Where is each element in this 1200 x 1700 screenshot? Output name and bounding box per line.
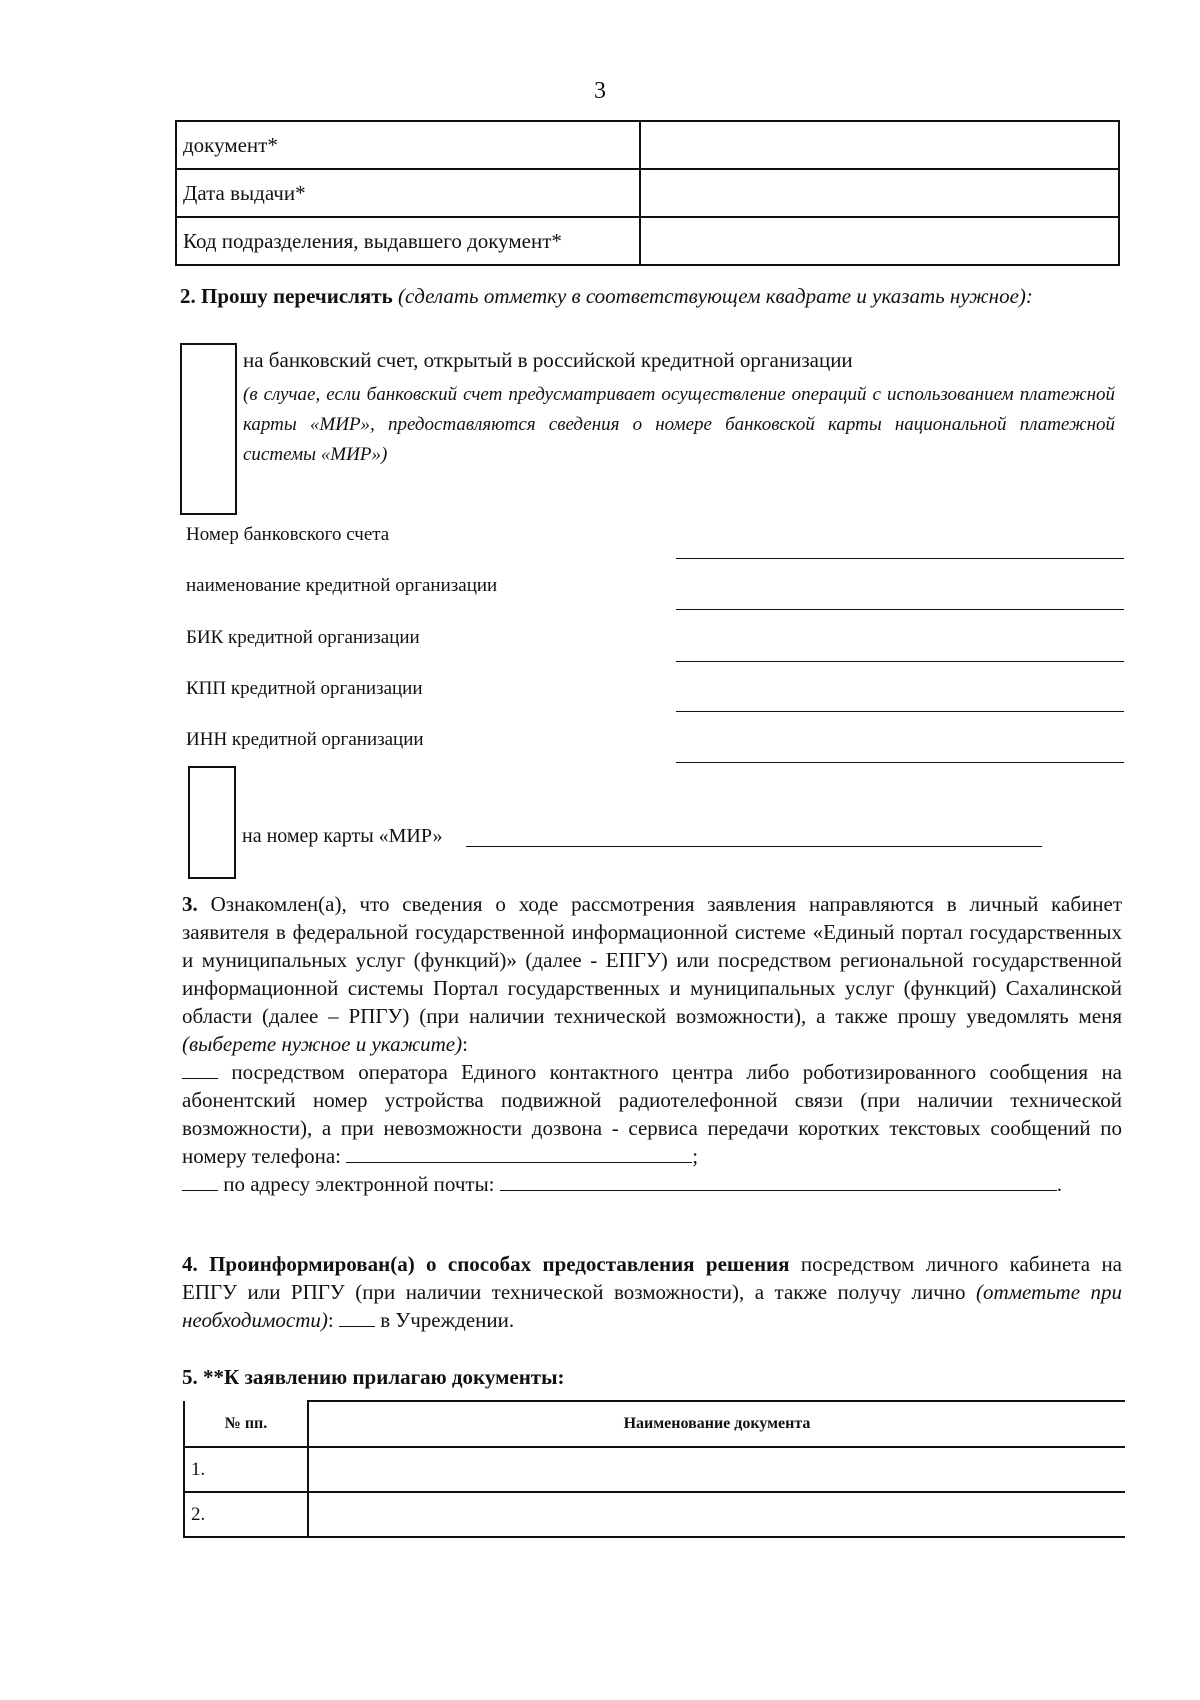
bank-account-note: (в случае, если банковский счет предусматривает осуществление операций с использованием платежной карты «МИР», предоставляются сведения о номере банковской карты национальной платежной системы «МИР»)	[243, 384, 1115, 465]
semicolon: ;	[692, 1144, 699, 1168]
bank-account-option-label: на банковский счет, открытый в российской кредитной организации	[243, 348, 853, 372]
bank-account-checkbox[interactable]	[180, 343, 237, 515]
field-label: Дата выдачи*	[176, 169, 640, 217]
bank-account-number-line[interactable]	[676, 558, 1124, 559]
email-option-text: по адресу электронной почты:	[223, 1172, 495, 1196]
table-header-row	[184, 1401, 1125, 1447]
bik-line[interactable]	[676, 661, 1124, 662]
row-number: 2.	[184, 1492, 308, 1537]
field-label: документ*	[176, 121, 640, 169]
column-header: Наименование документа	[308, 1401, 1125, 1447]
table-row	[176, 121, 1119, 169]
section-4	[182, 1250, 1122, 1334]
table-row	[176, 217, 1119, 265]
colon: :	[327, 1308, 334, 1332]
row-number: 1.	[184, 1447, 308, 1492]
kpp-line[interactable]	[676, 711, 1124, 712]
email-option-mark[interactable]	[182, 1172, 218, 1191]
table-row	[176, 169, 1119, 217]
bank-field-label: Номер банковского счета	[186, 524, 390, 545]
section-5-title: 5. **К заявлению прилагаю документы:	[182, 1365, 565, 1389]
section-instruction: (отметьте при необходимости)	[182, 1280, 1122, 1332]
section-tail: в Учреждении.	[380, 1308, 515, 1332]
section-2-heading	[180, 282, 1120, 310]
column-header: № пп.	[184, 1401, 308, 1447]
document-name-cell[interactable]	[308, 1447, 1125, 1492]
section-title: 4. Проинформирован(а) о способах предоставления решения	[182, 1252, 790, 1276]
table-row	[184, 1492, 1125, 1537]
section-title: 2. Прошу перечислять	[180, 284, 393, 308]
identity-document-table	[175, 120, 1120, 266]
division-code-field[interactable]	[640, 217, 1119, 265]
mir-card-option-label: на номер карты «МИР»	[242, 825, 443, 847]
document-field[interactable]	[640, 121, 1119, 169]
mir-card-number-line[interactable]	[466, 846, 1042, 847]
section-3	[182, 890, 1122, 1198]
section-number: 3.	[182, 892, 198, 916]
issue-date-field[interactable]	[640, 169, 1119, 217]
phone-option-mark[interactable]	[182, 1060, 218, 1079]
bank-field-label: наименование кредитной организации	[186, 575, 498, 596]
phone-number-line[interactable]	[346, 1144, 692, 1163]
mir-card-checkbox[interactable]	[188, 766, 236, 879]
inn-line[interactable]	[676, 762, 1124, 763]
field-label: Код подразделения, выдавшего документ*	[176, 217, 640, 265]
in-person-mark[interactable]	[339, 1308, 375, 1327]
table-row	[184, 1447, 1125, 1492]
bank-field-label: БИК кредитной организации	[186, 627, 420, 648]
period: .	[1056, 1172, 1063, 1196]
section-instruction: (выберете нужное и укажите)	[182, 1032, 463, 1056]
colon: :	[462, 1032, 468, 1056]
bank-field-label: КПП кредитной организации	[186, 678, 423, 699]
email-address-line[interactable]	[500, 1172, 1057, 1191]
section-text: Ознакомлен(а), что сведения о ходе рассмотрения заявления направляются в личный кабинет заявителя в федеральной государственной информационной системе «Единый портал государственных и муниципальных услуг (функций)» (далее - ЕПГУ) или посредством региональной государственной информационной системы Портал государственных и муниципальных услуг (функций) Сахалинской области (далее – РПГУ) (при наличии технической возможности), а также прошу уведомлять меня	[182, 892, 1122, 1028]
credit-org-name-line[interactable]	[676, 609, 1124, 610]
section-instruction: (сделать отметку в соответствующем квадрате и указать нужное):	[397, 284, 1033, 308]
bank-field-label: ИНН кредитной организации	[186, 729, 424, 750]
section-text: посредством личного кабинета на ЕПГУ или РПГУ (при наличии технической возможности), а также получу лично	[182, 1252, 1123, 1304]
document-name-cell[interactable]	[308, 1492, 1125, 1537]
phone-option-text: посредством оператора Единого контактного центра либо роботизированного сообщения на абонентский номер устройства подвижной радиотелефонной связи (при наличии технической возможности), а при невозможности дозвона - сервиса передачи коротких текстовых сообщений по номеру телефона:	[182, 1060, 1123, 1168]
page-number: 3	[594, 78, 606, 104]
attached-documents-table	[183, 1400, 1125, 1538]
